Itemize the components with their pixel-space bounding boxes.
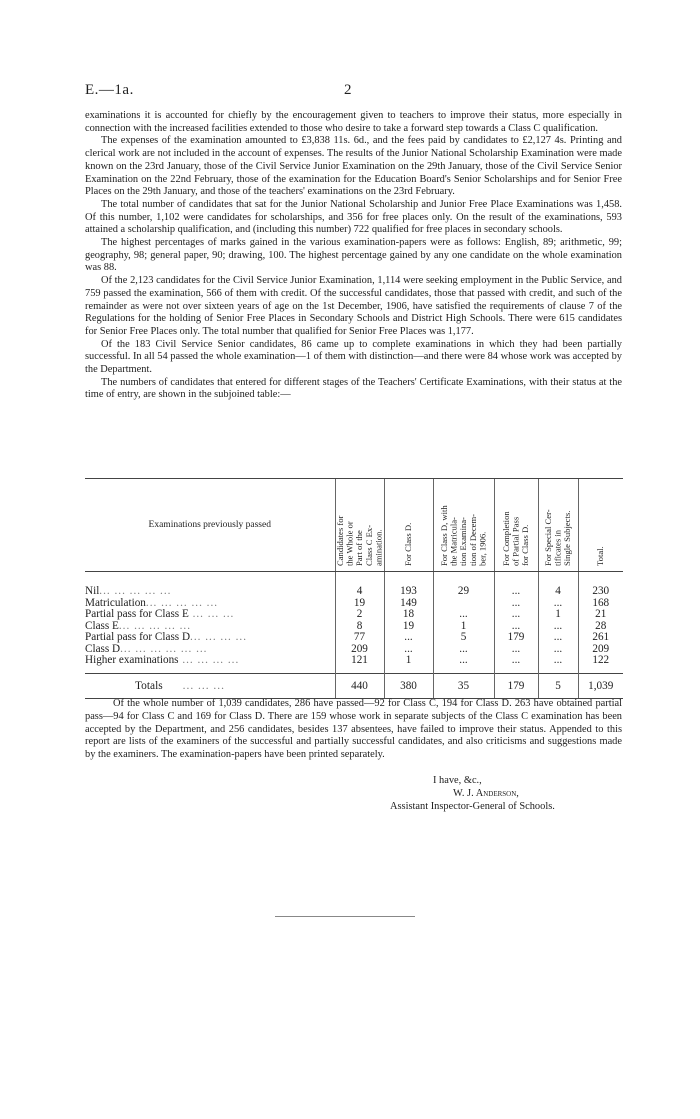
totals-row: Totals ... ... ... 440 380 35 179 5 1,039 xyxy=(85,673,623,698)
table-row: Class E... ... ... ... ... 8 19 1 ... ... 28 xyxy=(85,621,623,633)
table-row: Matriculation... ... ... ... ... 19 149 ... ... 168 xyxy=(85,598,623,610)
teachers-certificate-table xyxy=(85,478,623,699)
table-cell: 209 xyxy=(578,644,623,656)
report-reference: E.—1a. xyxy=(85,82,134,98)
table-cell: 19 xyxy=(384,621,433,633)
table-cell: 149 xyxy=(384,598,433,610)
table-cell: 121 xyxy=(335,655,384,673)
table-cell: 4 xyxy=(335,572,384,598)
row-label: Higher examinations xyxy=(85,655,179,666)
totals-cell: 5 xyxy=(538,673,578,698)
table-row: Higher examinations ... ... ... ... 121 1 ... ... ... 122 xyxy=(85,655,623,673)
column-header-exams-passed: Examinations previously passed xyxy=(85,479,335,572)
table-cell: 193 xyxy=(384,572,433,598)
table-cell: 77 xyxy=(335,632,384,644)
table-cell: 179 xyxy=(494,632,538,644)
table-cell: ... xyxy=(494,598,538,610)
table-cell: ... xyxy=(494,655,538,673)
row-label: Class D xyxy=(85,643,121,655)
table-cell: 28 xyxy=(578,621,623,633)
table-cell: ... xyxy=(433,609,494,621)
table-cell: 8 xyxy=(335,621,384,633)
paragraph-teacher-status: examinations it is accounted for chiefly by the encouragement given to teachers to improve their status, more especially in connection with the increased facilities extended to those who desire to take a forward step towards a Class C qualification. xyxy=(85,110,622,134)
table-cell: 168 xyxy=(578,598,623,610)
column-header-class-d: For Class D. xyxy=(384,479,433,572)
table-cell: 209 xyxy=(335,644,384,656)
table-cell: 1 xyxy=(538,609,578,621)
column-header-class-c: Candidates for the Whole or Part of the Class C Ex- amination. xyxy=(335,479,384,572)
paragraph-civil-service-junior: Of the 2,123 candidates for the Civil Service Junior Examination, 1,114 were seeking employment in the Public Service, and 759 passed the examination, 566 of them with credit. Of the successful candidates, those that passed with credit, and such of the remainder as were not over sixteen years of age on the 1st December, 1906, have satisfied the requirements of clause 7 of the Regulations for the holding of Senior Free Places in Secondary Schools and District High Schools. There were 615 candidates for Senior Free Places only. The total number that qualified for Senior Free Places was 1,177. xyxy=(85,275,622,337)
paragraph-junior-national: The total number of candidates that sat for the Junior National Scholarship and Junior Free Place Examinations was 1,458. Of this number, 1,102 were candidates for scholarships, and 356 for free places only. On the result of the examinations, 593 attained a scholarship qualification, and (including this number) 722 qualified for free places in secondary schools. xyxy=(85,198,622,236)
column-header-total: Total. xyxy=(578,479,623,572)
table-cell: ... xyxy=(384,644,433,656)
end-rule xyxy=(275,916,415,917)
table-cell: ... xyxy=(538,621,578,633)
row-label: Class E xyxy=(85,620,119,632)
paragraph-civil-service-senior: Of the 183 Civil Service Senior candidates, 86 came up to complete examinations in which they had been partially successful. In all 54 passed the whole examination—1 of them with distinction—and there were 84 whose work was accepted by the Department. xyxy=(85,338,622,376)
table-cell: 29 xyxy=(433,572,494,598)
table-cell: ... xyxy=(538,655,578,673)
table-cell: 1 xyxy=(433,621,494,633)
table-cell: 5 xyxy=(433,632,494,644)
table-cell: ... xyxy=(433,644,494,656)
closing-paragraph-block xyxy=(85,698,622,762)
table-cell: ... xyxy=(494,621,538,633)
table-cell: ... xyxy=(494,572,538,598)
table-cell: 18 xyxy=(384,609,433,621)
table-cell: 4 xyxy=(538,572,578,598)
page-number: 2 xyxy=(344,82,352,98)
salutation: I have, &c., xyxy=(433,775,482,786)
table-cell: 1 xyxy=(384,655,433,673)
table-cell: ... xyxy=(433,655,494,673)
row-label: Partial pass for Class D xyxy=(85,632,191,643)
column-header-partial-pass: For Completion of Partial Pass for Class D. xyxy=(494,479,538,572)
table-cell: 230 xyxy=(578,572,623,598)
table-cell: ... xyxy=(494,609,538,621)
table-cell: ... xyxy=(538,598,578,610)
table-cell: 261 xyxy=(578,632,623,644)
totals-cell: 35 xyxy=(433,673,494,698)
table-row: Nil... ... ... ... ... 4 193 29 ... 4 230 xyxy=(85,572,623,598)
column-header-special-certificates: For Special Cer- tificates in Single Subjects. xyxy=(538,479,578,572)
table-cell: 21 xyxy=(578,609,623,621)
page-header xyxy=(85,82,625,102)
closing-paragraph: Of the whole number of 1,039 candidates, 286 have passed—92 for Class C, 194 for Class D. 263 have obtained partial pass—94 for Class C and 169 for Class D. There are 159 whose work in separate subjects of the Class C examination has been accepted by the Department, and 256 candidates, besides 137 absentees, have failed to improve their status. Appended to this report are lists of the examiners of the successful and partially successful candidates, and also criticisms and suggestions made by the examiners. The examination-papers have been printed separately. xyxy=(85,698,622,761)
table-cell: 2 xyxy=(335,609,384,621)
table-row: Class D... ... ... ... ... ... 209 ... ... ... ... 209 xyxy=(85,644,623,656)
paragraph-table-intro: The numbers of candidates that entered for different stages of the Teachers' Certificate Examinations, with their status at the time of entry, are shown in the subjoined table:— xyxy=(85,376,622,401)
totals-cell: 179 xyxy=(494,673,538,698)
table-cell: ... xyxy=(538,632,578,644)
row-label: Matriculation xyxy=(85,597,146,609)
signatory-title: Assistant Inspector-General of Schools. xyxy=(390,801,555,812)
totals-cell: 380 xyxy=(384,673,433,698)
table-header-row xyxy=(85,479,623,572)
table-row: Partial pass for Class D... ... ... ... 77 ... 5 179 ... 261 xyxy=(85,632,623,644)
row-label: Partial pass for Class E xyxy=(85,609,189,620)
table-cell: ... xyxy=(538,644,578,656)
table-row: Partial pass for Class E ... ... ... 2 18 ... ... 1 21 xyxy=(85,609,623,621)
table-cell: 19 xyxy=(335,598,384,610)
row-label: Nil xyxy=(85,585,100,597)
totals-cell: 440 xyxy=(335,673,384,698)
table-cell: 122 xyxy=(578,655,623,673)
paragraph-percentages: The highest percentages of marks gained in the various examination-papers were as follows: English, 89; arithmetic, 99; geography, 98; general paper, 90; drawing, 100. The highest percentage gained by any one candidate on the whole examination was 88. xyxy=(85,237,622,274)
totals-label: Totals xyxy=(135,679,163,692)
report-body xyxy=(85,110,622,402)
table-cell: ... xyxy=(494,644,538,656)
table-cell: ... xyxy=(384,632,433,644)
paragraph-expenses: The expenses of the examination amounted to £3,838 11s. 6d., and the fees paid by candidates to £2,127 4s. Printing and clerical work are not included in the account of expenses. The results of the Junior National Scholarship Examination were made known on the 23rd January, those of the Civil Service Junior Examination on the 29th January, those of the Civil Service Senior Examination on the 22nd February, those of the examination for the Education Board's Senior Scholarships and for Senior Free Places on the 29th January, and those of the teachers' examinations on the 23rd February. xyxy=(85,135,622,198)
column-header-class-d-matric: For Class D, with the Matricula- tion Examina- tion of Decem- ber, 1906. xyxy=(433,479,494,572)
signatory-name: W. J. Anderson, xyxy=(453,788,519,799)
totals-cell: 1,039 xyxy=(578,673,623,698)
